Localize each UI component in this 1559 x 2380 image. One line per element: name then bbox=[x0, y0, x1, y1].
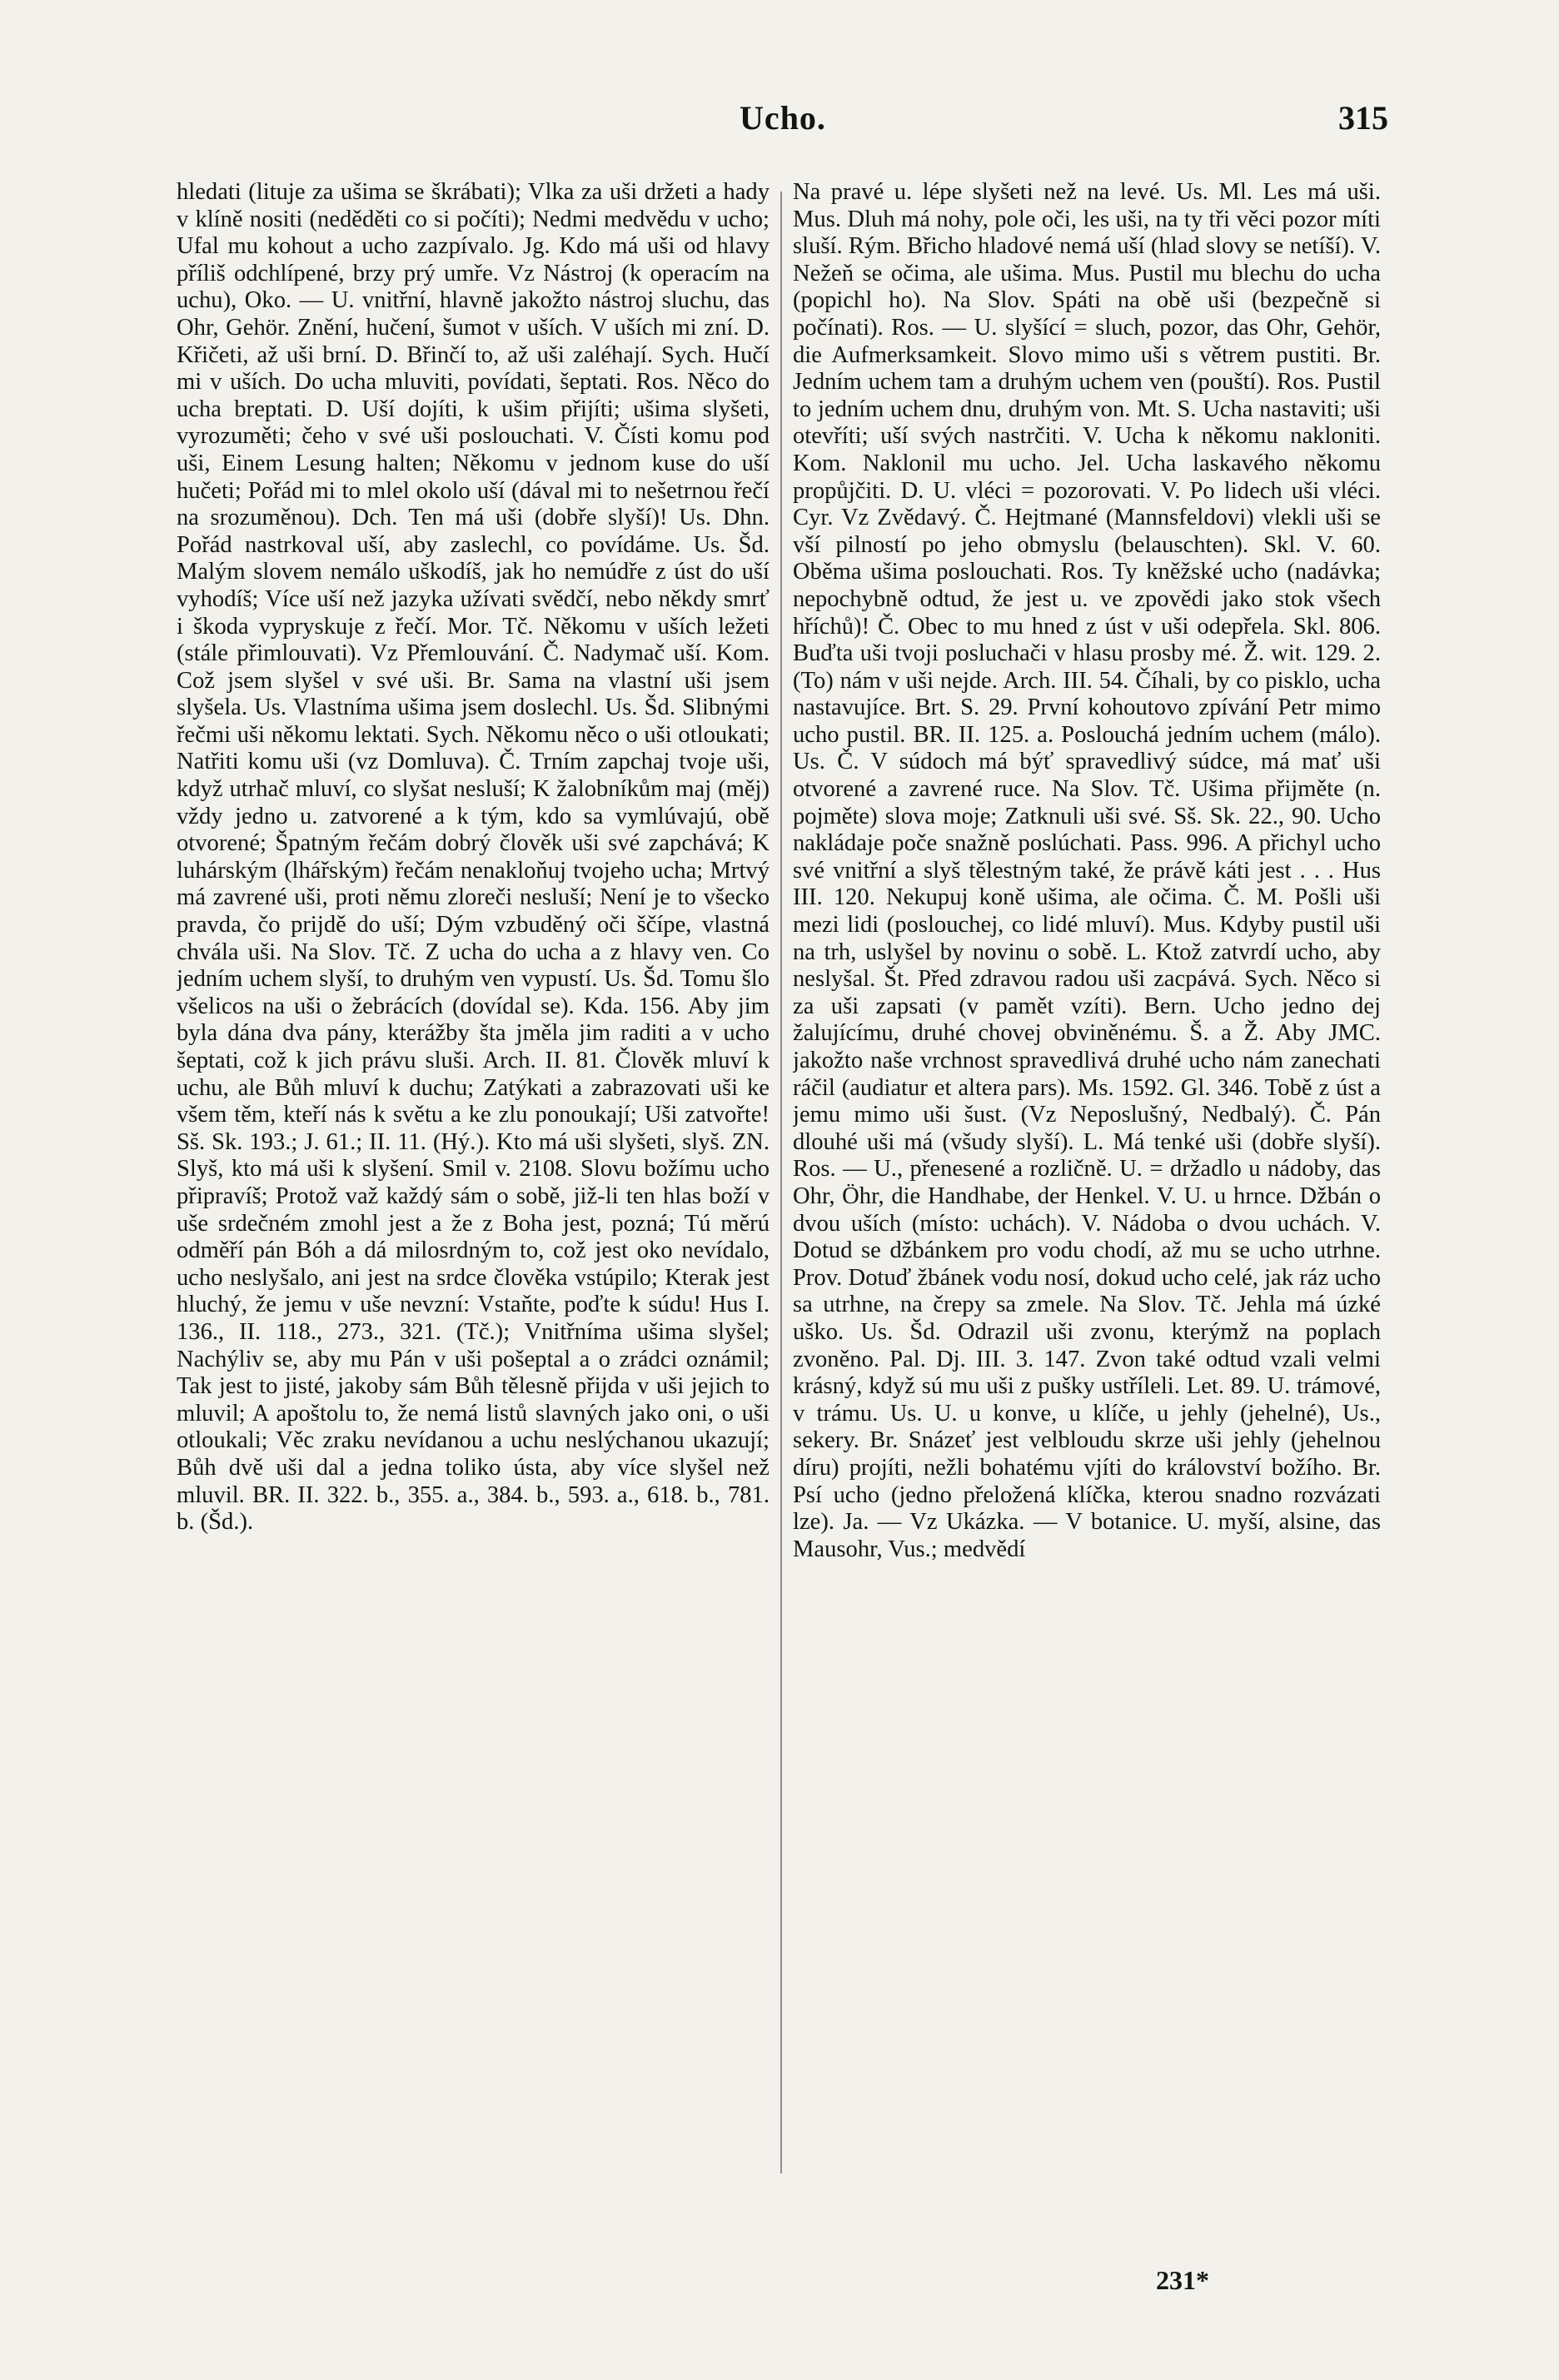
page-header bbox=[0, 98, 1559, 148]
right-column-text: Na pravé u. lépe slyšeti než na levé. Us. Ml. Les má uši. Mus. Dluh má nohy, pole oči, les uši, na ty tři věci pozor míti sluší. Rým. Břicho hladové nemá uší (hlad slovy se netíší). V. Nežeň se očima, ale ušima. Mus. Pustil mu blechu do ucha (popichl ho). Na Slov. Spáti na obě uši (bezpečně si počínati). Ros. — U. slyšící = sluch, pozor, das Ohr, Gehör, die Aufmerksamkeit. Slovo mimo uši s větrem pustiti. Br. Jedním uchem tam a druhým uchem ven (pouští). Ros. Pustil to jedním uchem dnu, druhým von. Mt. S. Ucha nastaviti; uši otevříti; uší svých nastrčiti. V. Ucha k někomu nakloniti. Kom. Naklonil mu ucho. Jel. Ucha laskavého někomu propůjčiti. D. U. vléci = pozorovati. V. Po lidech uši vléci. Cyr. Vz Zvědavý. Č. Hejtmané (Mannsfeldovi) vlekli uši se vší pilností po jeho obmyslu (belauschten). Skl. V. 60. Oběma ušima poslouchati. Ros. Ty kněžské ucho (nadávka; nepochybně odtud, že jest u. ve zpovědi jako stok všech hříchů)! Č. Obec to mu hned z úst v uši odepřela. Skl. 806. Buďta uši tvoji posluchači v hlasu prosby mé. Ž. wit. 129. 2. (To) nám v uši nejde. Arch. III. 54. Číhali, by co pisklo, ucha nastavujíce. Brt. S. 29. První kohoutovo zpívání Petr mimo ucho pustil. BR. II. 125. a. Poslouchá jedním uchem (málo). Us. Č. V súdoch má býť spravedlivý súdce, má mať uši otvorené a zavrené ruce. Na Slov. Tč. Ušima přijměte (n. pojměte) slova moje; Zatknuli uši své. Sš. Sk. 22., 90. Ucho nakládaje poče snažně poslúchati. Pass. 996. A přichyl ucho své vnitřní a slyš tělestným také, že právě káti jest . . . Hus III. 120. Nekupuj koně ušima, ale očima. Č. M. Pošli uši mezi lidi (poslouchej, co lidé mluví). Mus. Kdyby pustil uši na trh, uslyšel by novinu o sobě. L. Ktož zatvrdí ucho, aby neslyšal. Št. Před zdravou radou uši zacpává. Sych. Něco si za uši zapsati (v pamět vzíti). Bern. Ucho jedno dej žalujícímu, druhé chovej obviněnému. Š. a Ž. Aby JMC. jakožto naše vrchnost spravedlivá druhé ucho nám zanechati ráčil (audiatur et altera pars). Ms. 1592. Gl. 346. Tobě z úst a jemu mimo uši šust. (Vz Neposlušný, Nedbalý). Č. Pán dlouhé uši má (všudy slyší). L. Má tenké uši (dobře slyší). Ros. — U., přenesené a rozličně. U. = držadlo u nádoby, das Ohr, Öhr, die Handhabe, der Henkel. V. U. u hrnce. Džbán o dvou uších (místo: uchách). V. Nádoba o dvou uchách. V. Dotud se džbánkem pro vodu chodí, až mu se ucho utrhne. Prov. Dotuď žbánek vodu nosí, dokud ucho celé, jak ráz ucho sa utrhne, na črepy sa zmele. Na Slov. Tč. Jehla má úzké uško. Us. Šd. Odrazil uši zvonu, kterýmž na poplach zvoněno. Pal. Dj. III. 3. 147. Zvon také odtud vzali velmi krásný, když sú mu uši z pušky ustříleli. Let. 89. U. trámové, v trámu. Us. U. u konve, u klíče, u jehly (jehelné), Us., sekery. Br. Snázeť jest velbloudu skrze uši jehly (jehelnou díru) projíti, nežli bohatému vjíti do království božího. Br. Psí ucho (jedno přeložená klíčka, kterou snadno rozvázati lze). Ja. — Vz Ukázka. — V botanice. U. myší, alsine, das Mausohr, Vus.; medvědí bbox=[793, 179, 1381, 1562]
column-divider bbox=[780, 192, 782, 2173]
page-number: 315 bbox=[1338, 99, 1388, 137]
left-column bbox=[177, 179, 770, 2244]
left-column-text: hledati (lituje za ušima se škrábati); Vlka za uši držeti a hady v klíně nositi (neděděti co si počíti); Nedmi medvědu v ucho; Ufal mu kohout a ucho zazpívalo. Jg. Kdo má uši od hlavy příliš odchlípené, brzy prý umře. Vz Nástroj (k operacím na uchu), Oko. — U. vnitřní, hlavně jakožto nástroj sluchu, das Ohr, Gehör. Znění, hučení, šumot v uších. V uších mi zní. D. Křičeti, až uši brní. D. Břinčí to, až uši zaléhají. Sych. Hučí mi v uších. Do ucha mluviti, povídati, šeptati. Ros. Něco do ucha breptati. D. Uší dojíti, k ušim přijíti; ušima slyšeti, vyrozuměti; čeho v své uši poslouchati. V. Čísti komu pod uši, Einem Lesung halten; Někomu v jednom kuse do uší hučeti; Pořád mi to mlel okolo uší (dával mi to nešetrnou řečí na srozuměnou). Dch. Ten má uši (dobře slyší)! Us. Dhn. Pořád nastrkoval uší, aby zaslechl, co povídáme. Us. Šd. Malým slovem nemálo uškodíš, jak ho nemúdře z úst do uší vyhodíš; Více uší než jazyka užívati svědčí, nebo někdy smrť i škoda vypryskuje z řečí. Mor. Tč. Někomu v uších ležeti (stále přimlouvati). Vz Přemlouvání. Č. Nadymač uší. Kom. Což jsem slyšel v své uši. Br. Sama na vlastní uši jsem slyšela. Us. Vlastníma ušima jsem doslechl. Us. Šd. Slibnými řečmi uši někomu lektati. Sych. Někomu něco o uši otloukati; Natřiti komu uši (vz Domluva). Č. Trním zapchaj tvoje uši, když utrhač mluví, co slyšat nesluší; K žalobníkům maj (měj) vždy jedno u. zatvorené a k tým, kdo sa vymlúvajú, obě otvorené; Špatným řečám dobrý člověk uši své zapchává; K luhárským (lhářským) řečám nenakloňuj tvojeho ucha; Mrtvý má zavrené uši, proti němu zloreči nesluší; Není je to všecko pravda, čo prijdě do uší; Dým vzbuděný oči ščípe, vlastná chvála uši. Na Slov. Tč. Z ucha do ucha a z hlavy ven. Co jedním uchem slyší, to druhým ven vypustí. Us. Šd. Tomu šlo všelicos na uši o žebrácích (dovídal se). Kda. 156. Aby jim byla dána dva pány, kterážby šta jměla jim raditi a v ucho šeptati, což k jich právu sluši. Arch. II. 81. Člověk mluví k uchu, ale Bůh mluví k duchu; Zatýkati a zabrazovati uši ke všem těm, kteří nás k světu a ke zlu ponoukají; Uši zatvořte! Sš. Sk. 193.; J. 61.; II. 11. (Hý.). Kto má uši slyšeti, slyš. ZN. Slyš, kto má uši k slyšení. Smil v. 2108. Slovu božímu ucho připravíš; Protož važ každý sám o sobě, již-li ten hlas boží v uše srdečném zmohl jest a že z Boha jest, pozná; Tú měrú odměří pán Bóh a dá milosrdným to, což jest oko nevídalo, ucho neslyšalo, ani jest na srdce člověka vstúpilo; Kterak jest hluchý, že jemu v uše nevzní: Vstaňte, poďte k súdu! Hus I. 136., II. 118., 273., 321. (Tč.); Vnitřníma ušima slyšel; Nachýliv se, aby mu Pán v uši pošeptal a o zrádci oznámil; Tak jest to jisté, jakoby sám Bůh tělesně přijda v uši jejich to mluvil; A apoštolu to, že nemá listů slavných jako oni, o uši otloukali; Věc zraku nevídanou a uchu neslýchanou ukazují; Bůh dvě uši dal a jedna toliko ústa, aby více slyšel než mluvil. BR. II. 322. b., 355. a., 384. b., 593. a., 618. b., 781. b. (Šd.). bbox=[177, 179, 770, 1536]
signature-mark: 231* bbox=[1156, 2265, 1209, 2295]
right-column bbox=[793, 179, 1381, 2244]
running-head: Ucho. bbox=[740, 99, 826, 137]
